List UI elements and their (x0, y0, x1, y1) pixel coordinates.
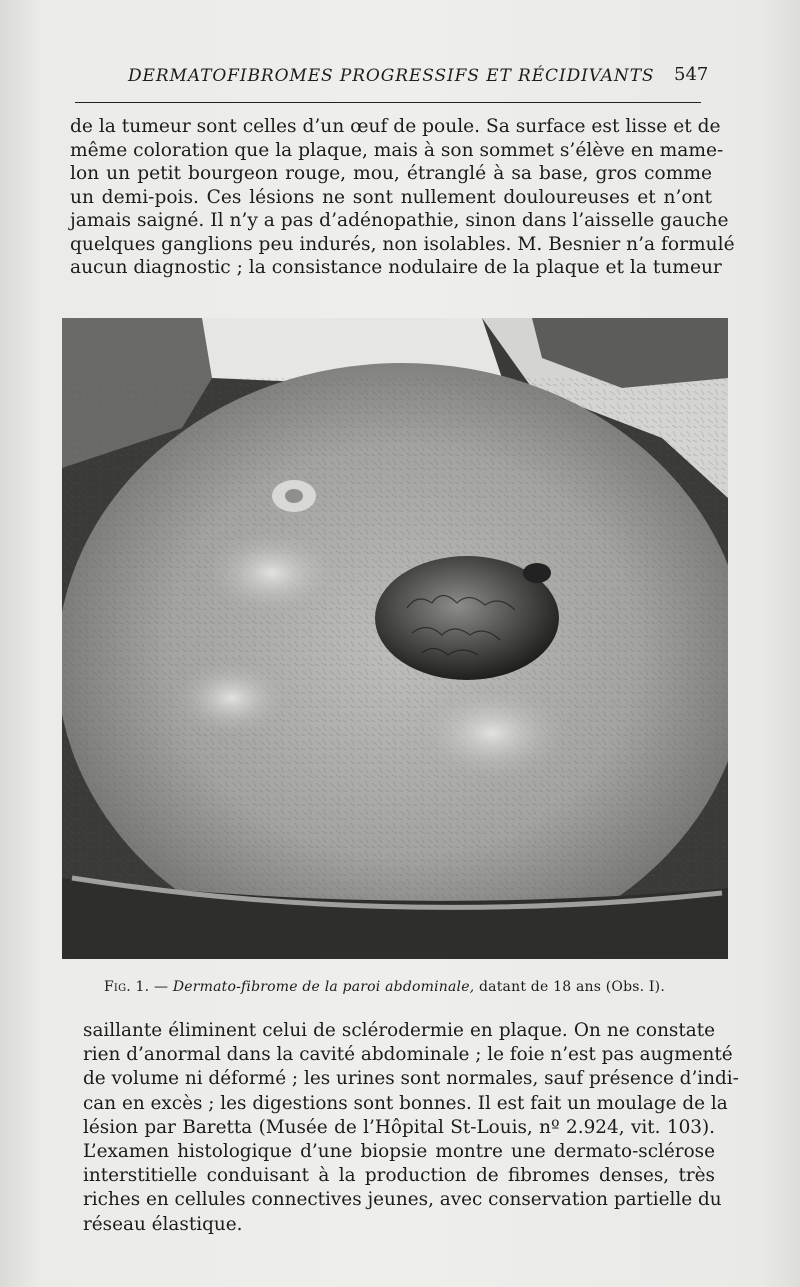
running-title: DERMATOFIBROMES PROGRESSIFS ET RÉCIDIVANTS (128, 66, 655, 86)
clinical-photograph (62, 318, 728, 959)
text-line: lon un petit bourgeon rouge, mou, étranglé à sa base, gros comme (70, 163, 712, 184)
text-line: can en excès ; les digestions sont bonnes. Il est fait un moulage de la (83, 1092, 728, 1114)
abdomen-photo-illustration (62, 318, 728, 959)
text-line: de la tumeur sont celles d’un œuf de poule. Sa surface est lisse et de (70, 116, 721, 137)
paragraph-bottom (83, 1019, 739, 1237)
figure-note: datant de 18 ans (Obs. I). (479, 979, 665, 995)
text-line: réseau élastique. (83, 1213, 243, 1235)
text-line: même coloration que la plaque, mais à son sommet s’élève en mame- (70, 139, 724, 161)
figure-caption (104, 979, 714, 995)
text-line: un demi-pois. Ces lésions ne sont nullement douloureuses et n’ont (70, 186, 712, 208)
text-line: L’examen histologique d’une biopsie montre une dermato-sclérose (83, 1140, 715, 1162)
figure-title: Dermato-fibrome de la paroi abdominale, (172, 979, 475, 995)
header-rule (75, 102, 701, 103)
page-number: 547 (674, 64, 709, 85)
text-line: saillante éliminent celui de sclérodermie en plaque. On ne constate (83, 1020, 715, 1041)
text-line: de volume ni déformé ; les urines sont normales, sauf présence d’indi- (83, 1068, 739, 1090)
running-head (128, 66, 708, 94)
text-line: interstitielle conduisant à la production de fibromes denses, très (83, 1165, 715, 1187)
figure-label: Fig. 1. — (104, 979, 169, 995)
text-line: lésion par Baretta (Musée de l’Hôpital St-Louis, nº 2.924, vit. 103). (83, 1116, 715, 1138)
text-line: jamais saigné. Il n’y a pas d’adénopathie, sinon dans l’aisselle gauche (70, 210, 729, 231)
paragraph-top (70, 115, 735, 280)
text-line: rien d’anormal dans la cavité abdominale ; le foie n’est pas augmenté (83, 1044, 733, 1066)
text-line: aucun diagnostic ; la consistance nodulaire de la plaque et la tumeur (70, 257, 722, 278)
text-line: riches en cellules connectives jeunes, avec conservation partielle du (83, 1189, 722, 1211)
text-line: quelques ganglions peu indurés, non isolables. M. Besnier n’a formulé (70, 233, 735, 255)
